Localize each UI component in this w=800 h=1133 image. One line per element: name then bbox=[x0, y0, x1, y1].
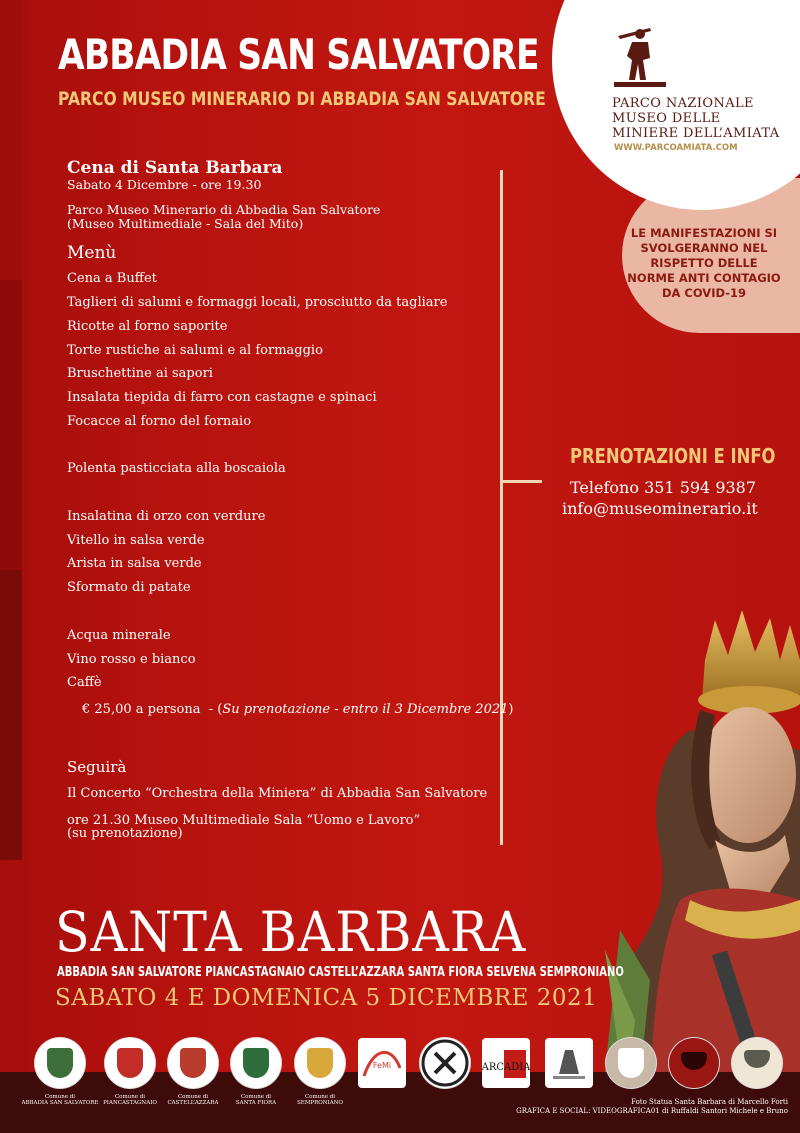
price-note: Su prenotazione - entro il 3 Dicembre 2021 bbox=[222, 702, 509, 717]
comune-crest-icon bbox=[231, 1038, 281, 1088]
museum-logo-icon bbox=[545, 1038, 593, 1088]
graphic-credit: GRAFICA E SOCIAL: VIDEOGRAFICA01 di Ruffaldi Santori Michele e Bruno bbox=[516, 1107, 788, 1115]
menu-item: Acqua minerale bbox=[67, 628, 171, 643]
arcadia-logo bbox=[482, 1038, 530, 1088]
park-name-line: MINIERE DELL’AMIATA bbox=[612, 126, 780, 141]
menu-item: Polenta pasticciata alla boscaiola bbox=[67, 461, 286, 476]
committee-logo bbox=[669, 1038, 719, 1088]
event-date: Sabato 4 Dicembre - ore 19.30 bbox=[67, 177, 262, 192]
covid-line: DA COVID-19 bbox=[661, 286, 747, 300]
menu-item: Insalata tiepida di farro con castagne e spinaci bbox=[67, 390, 377, 405]
museum-logo bbox=[545, 1038, 593, 1088]
comune-name: PIANCASTAGNAIO bbox=[103, 1100, 157, 1106]
menu-item: Focacce al forno del fornaio bbox=[67, 414, 252, 429]
menu-item: Vino rosso e bianco bbox=[67, 652, 196, 667]
comune-crest-icon bbox=[168, 1038, 218, 1088]
header-subtitle: PARCO MUSEO MINERARIO DI ABBADIA SAN SALVATORE bbox=[58, 88, 546, 110]
menu-item: Cena a Buffet bbox=[67, 271, 157, 286]
comune-crest-icon bbox=[105, 1038, 155, 1088]
comune-label: Comune di bbox=[177, 1094, 209, 1100]
divider-vertical bbox=[500, 170, 503, 845]
covid-line: SVOLGERANNO NEL bbox=[640, 241, 768, 255]
svg-text:FeMi: FeMi bbox=[372, 1061, 392, 1070]
menu-item: Arista in salsa verde bbox=[67, 556, 202, 571]
header-title: ABBADIA SAN SALVATORE bbox=[58, 30, 539, 79]
left-strip bbox=[0, 570, 22, 860]
price: € 25,00 a persona bbox=[82, 702, 201, 717]
banner-title: SANTA BARBARA bbox=[55, 900, 527, 964]
menu-item: Insalatina di orzo con verdure bbox=[67, 509, 266, 524]
committee-logo bbox=[732, 1038, 782, 1088]
menu-item: Ricotte al forno saporite bbox=[67, 319, 228, 334]
park-name-line: MUSEO DELLE bbox=[612, 111, 721, 126]
menu-item: Torte rustiche ai salumi e al formaggio bbox=[67, 343, 323, 358]
crossed-hammers-icon bbox=[420, 1038, 470, 1088]
follow-title: Seguirà bbox=[67, 758, 127, 776]
info-email: info@museominerario.it bbox=[562, 499, 758, 518]
menu-item: Caffè bbox=[67, 675, 102, 690]
comune-name: SEMPRONIANO bbox=[296, 1100, 344, 1106]
info-phone: Telefono 351 594 9387 bbox=[570, 478, 757, 497]
femi-logo bbox=[358, 1038, 406, 1088]
comune-name: ABBADIA SAN SALVATORE bbox=[21, 1100, 99, 1106]
miner-icon bbox=[610, 22, 670, 94]
price-note-suffix: ) bbox=[508, 702, 514, 717]
femi-logo-icon bbox=[358, 1038, 406, 1088]
park-name bbox=[612, 96, 780, 141]
comune-label: Comune di bbox=[114, 1094, 146, 1100]
price-note-prefix: - ( bbox=[208, 702, 223, 717]
concert-time bbox=[67, 814, 420, 840]
menu-item: Taglieri di salumi e formaggi locali, prosciutto da tagliare bbox=[67, 295, 448, 310]
comune-name: SANTA FIORA bbox=[235, 1100, 277, 1106]
miners-association-icon bbox=[420, 1038, 470, 1088]
comune-label: Comune di bbox=[240, 1094, 272, 1100]
park-name-line: PARCO NAZIONALE bbox=[612, 96, 754, 111]
committee-logo bbox=[606, 1038, 656, 1088]
menu-title: Menù bbox=[67, 243, 117, 263]
covid-line: LE MANIFESTAZIONI SI bbox=[630, 226, 778, 240]
arcadia-logo-icon bbox=[482, 1038, 530, 1088]
photo-credit: Foto Statua Santa Barbara di Marcello Forti bbox=[631, 1098, 788, 1106]
covid-line: RISPETTO DELLE bbox=[650, 256, 758, 270]
venue-line: (Museo Multimediale - Sala del Mito) bbox=[67, 216, 304, 231]
concert-note: (su prenotazione) bbox=[67, 826, 183, 841]
left-strip bbox=[0, 0, 22, 280]
svg-text:ARCADIA: ARCADIA bbox=[482, 1062, 530, 1073]
info-heading: PRENOTAZIONI E INFO bbox=[570, 444, 776, 468]
venue-line: Parco Museo Minerario di Abbadia San Salvatore bbox=[67, 202, 381, 217]
banner-dates: SABATO 4 E DOMENICA 5 DICEMBRE 2021 bbox=[55, 985, 598, 1011]
comune-name: CASTELL’AZZARA bbox=[167, 1100, 219, 1106]
divider-horizontal bbox=[500, 480, 542, 483]
comune-caption bbox=[275, 1094, 365, 1106]
menu-item: Vitello in salsa verde bbox=[67, 533, 205, 548]
menu-item: Bruschettine ai sapori bbox=[67, 366, 213, 381]
comune-label: Comune di bbox=[304, 1094, 336, 1100]
comune-label: Comune di bbox=[44, 1094, 76, 1100]
covid-notice bbox=[624, 226, 784, 301]
left-strip bbox=[0, 280, 22, 570]
covid-line: NORME ANTI CONTAGIO bbox=[627, 271, 781, 285]
event-venue bbox=[67, 203, 380, 231]
comune-crest-icon bbox=[35, 1038, 85, 1088]
concert-time-line: ore 21.30 Museo Multimediale Sala “Uomo e Lavoro” bbox=[67, 813, 421, 828]
park-url: WWW.PARCOAMIATA.COM bbox=[614, 143, 738, 153]
menu-item: Sformato di patate bbox=[67, 580, 191, 595]
concert-line: Il Concerto “Orchestra della Miniera” di Abbadia San Salvatore bbox=[67, 786, 488, 801]
event-title: Cena di Santa Barbara bbox=[67, 158, 283, 178]
price-line bbox=[82, 702, 513, 717]
banner-towns: ABBADIA SAN SALVATORE PIANCASTAGNAIO CASTELL’AZZARA SANTA FIORA SELVENA SEMPRONIANO bbox=[57, 965, 624, 980]
comune-crest-icon bbox=[295, 1038, 345, 1088]
